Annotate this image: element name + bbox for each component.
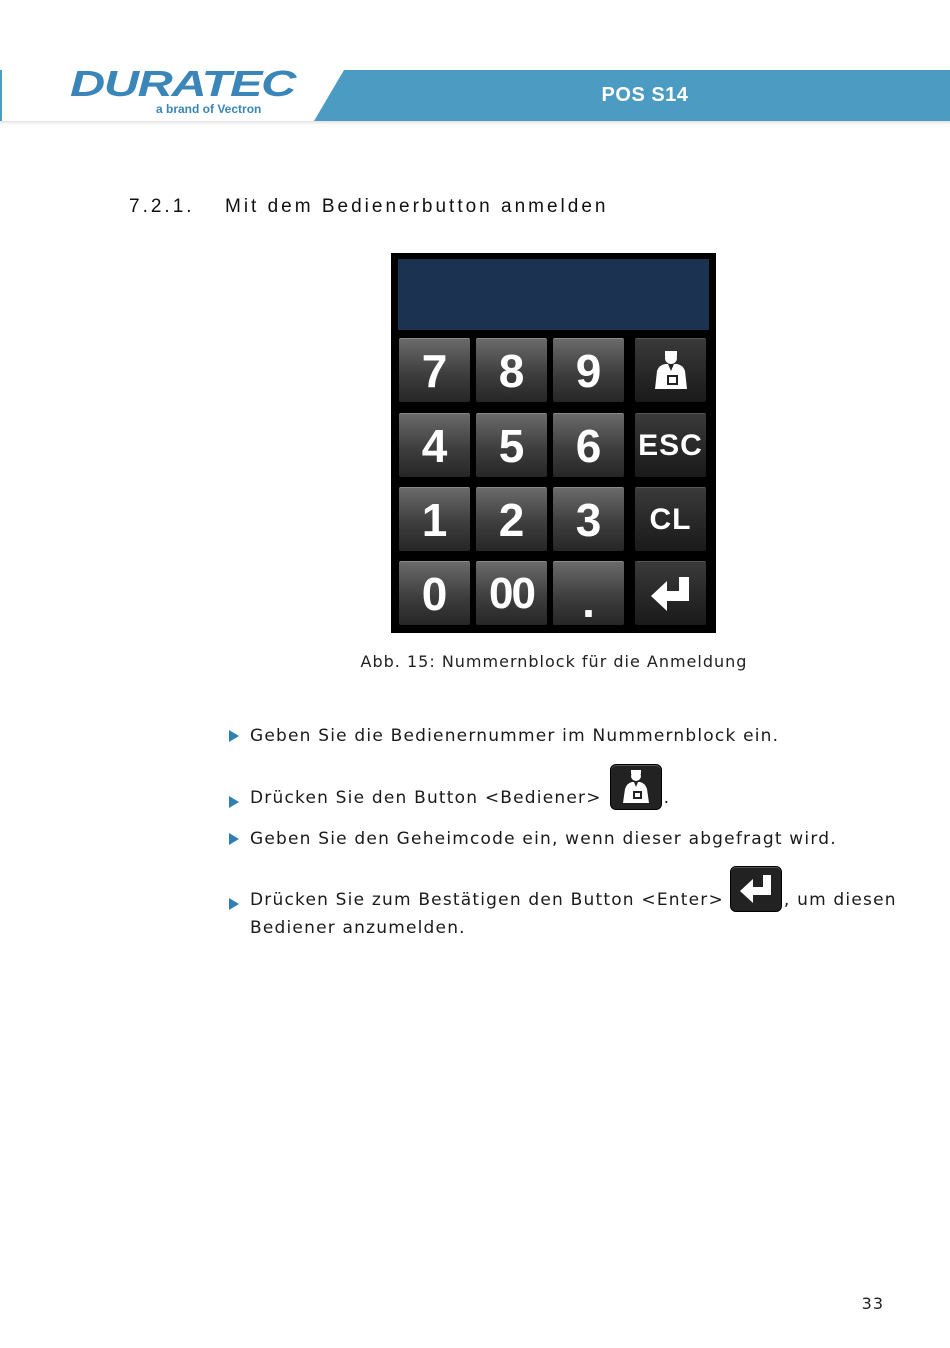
step-text-part: Drücken Sie den Button <Bediener> — [250, 788, 602, 808]
operator-icon — [611, 765, 661, 809]
brand-tagline: a brand of Vectron — [156, 102, 262, 116]
key-5[interactable] — [476, 413, 547, 477]
step-enter-secret: Geben Sie den Geheimcode ein, wenn dieser abgefragt wird. — [250, 829, 837, 849]
enter-icon — [731, 867, 781, 911]
step-enter-number: Geben Sie die Bedienernummer im Nummernblock ein. — [250, 726, 780, 746]
key-label: 5 — [498, 419, 525, 472]
key-8[interactable] — [476, 338, 547, 402]
key-3[interactable] — [553, 487, 624, 551]
key-label: 4 — [421, 419, 448, 472]
step-press-enter-continued: Bediener anzumelden. — [250, 918, 466, 938]
numeric-keypad — [391, 253, 716, 633]
esc-button[interactable] — [635, 413, 706, 477]
key-label: 0 — [421, 567, 448, 620]
bullet-arrow-icon — [229, 730, 239, 742]
operator-icon — [651, 349, 691, 393]
enter-button[interactable] — [635, 561, 706, 625]
step-press-operator — [250, 764, 670, 810]
operator-button-icon — [610, 764, 662, 810]
page-number: 33 — [861, 1294, 884, 1313]
key-4[interactable] — [399, 413, 470, 477]
enter-icon — [649, 575, 693, 613]
enter-button-icon — [730, 866, 782, 912]
product-name: POS S14 — [601, 84, 689, 106]
key-label: 2 — [498, 493, 525, 546]
brand-wordmark: DURATEC — [70, 66, 298, 100]
key-00[interactable] — [476, 561, 547, 625]
keypad-display — [398, 259, 709, 330]
key-label: ESC — [638, 428, 703, 462]
step-text-part: Drücken Sie zum Bestätigen den Button <Enter> — [250, 890, 724, 910]
key-2[interactable] — [476, 487, 547, 551]
key-label: 6 — [575, 419, 602, 472]
header-left-rule — [0, 70, 2, 122]
key-label: 00 — [489, 568, 534, 618]
section-title: Mit dem Bedienerbutton anmelden — [225, 196, 609, 217]
figure-caption: Abb. 15: Nummernblock für die Anmeldung — [360, 652, 748, 671]
key-label: 3 — [575, 493, 602, 546]
bullet-arrow-icon — [229, 898, 239, 910]
key-6[interactable] — [553, 413, 624, 477]
key-label: CL — [649, 502, 692, 536]
operator-button[interactable] — [635, 338, 706, 402]
step-press-enter — [250, 866, 897, 912]
key-label: . — [582, 574, 595, 627]
key-7[interactable] — [399, 338, 470, 402]
key-label: 9 — [575, 344, 602, 397]
key-decimal[interactable] — [553, 561, 624, 625]
cl-button[interactable] — [635, 487, 706, 551]
step-text-part: . — [663, 788, 671, 808]
bullet-arrow-icon — [229, 833, 239, 845]
bullet-arrow-icon — [229, 796, 239, 808]
section-number: 7.2.1. — [129, 196, 195, 217]
page-header — [0, 0, 950, 125]
step-text-part: , um diesen — [783, 890, 897, 910]
key-9[interactable] — [553, 338, 624, 402]
key-label: 7 — [421, 344, 448, 397]
duratec-wordmark — [70, 66, 300, 100]
key-0[interactable] — [399, 561, 470, 625]
key-label: 8 — [498, 344, 525, 397]
key-label: 1 — [421, 493, 448, 546]
brand-logo — [70, 66, 300, 122]
section-heading — [129, 196, 608, 218]
key-1[interactable] — [399, 487, 470, 551]
